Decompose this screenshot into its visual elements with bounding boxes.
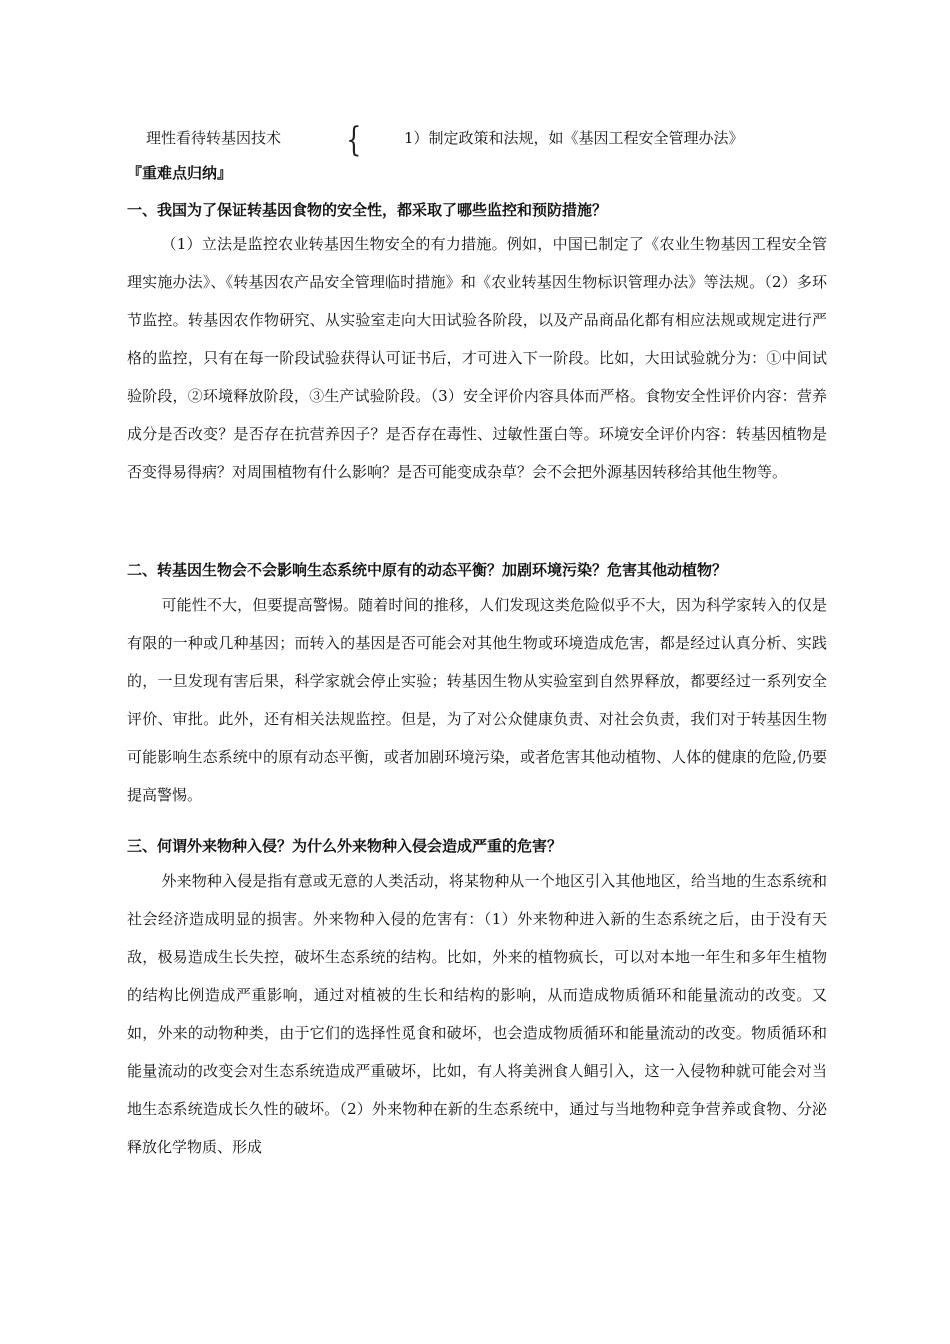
top-outline-row bbox=[0, 120, 950, 160]
brace-symbol: { bbox=[346, 120, 362, 160]
section-3-body: 外来物种入侵是指有意或无意的人类活动，将某物种从一个地区引入其他地区，给当地的生态系统和社会经济造成明显的损害。外来物种入侵的危害有：（1）外来物种进入新的生态系统之后，由于没有天敌，极易造成生长失控，破坏生态系统的结构。比如，外来的植物疯长，可以对本地一年生和多年生植物的结构比例造成严重影响，通过对植被的生长和结构的影响，从而造成物质循环和能量流动的改变。又如，外来的动物种类，由于它们的选择性觅食和破坏，也会造成物质循环和能量流动的改变。物质循环和能量流动的改变会对生态系统造成严重破坏，比如，有人将美洲食人鲳引入，这一入侵物种就可能会对当地生态系统造成长久性的破坏。（2）外来物种在新的生态系统中，通过与当地物种竞争营养或食物、分泌释放化学物质、形成 bbox=[127, 872, 827, 1156]
outline-item: 1）制定政策和法规，如《基因工程安全管理办法》 bbox=[404, 129, 744, 147]
section-2-body: 可能性不大，但要提高警惕。随着时间的推移，人们发现这类危险似乎不大，因为科学家转入的仅是有限的一种或几种基因；而转入的基因是否可能会对其他生物或环境造成危害，都是经过认真分析、实践的，一旦发现有害后果，科学家就会停止实验；转基因生物从实验室到自然界释放，都要经过一系列安全评价、审批。此外，还有相关法规监控。但是，为了对公众健康负责、对社会负责，我们对于转基因生物可能影响生态系统中的原有动态平衡，或者加剧环境污染，或者危害其他动植物、人体的健康的危险,仍要提高警惕。 bbox=[127, 596, 827, 804]
section-1-heading: 一、我国为了保证转基因食物的安全性，都采取了哪些监控和预防措施？ bbox=[127, 201, 608, 219]
outline-topic: 理性看待转基因技术 bbox=[146, 129, 282, 147]
section-2-heading: 二、转基因生物会不会影响生态系统中原有的动态平衡？加剧环境污染？危害其他动植物？ bbox=[127, 561, 728, 579]
section-3-heading: 三、何谓外来物种入侵？为什么外来物种入侵会造成严重的危害？ bbox=[127, 837, 563, 855]
section-1-body: （1）立法是监控农业转基因生物安全的有力措施。例如，中国已制定了《农业生物基因工程安全管理实施办法》、《转基因农产品安全管理临时措施》和《农业转基因生物标识管理办法》等法规。（2）多环节监控。转基因农作物研究、从实验室走向大田试验各阶段，以及产品商品化都有相应法规或规定进行严格的监控，只有在每一阶段试验获得认可证书后，才可进入下一阶段。比如，大田试验就分为：①中间试验阶段，②环境释放阶段，③生产试验阶段。（3）安全评价内容具体而严格。食物安全性评价内容：营养成分是否改变？是否存在抗营养因子？是否存在毒性、过敏性蛋白等。环境安全评价内容：转基因植物是否变得易得病？对周围植物有什么影响？是否可能变成杂草？会不会把外源基因转移给其他生物等。 bbox=[127, 235, 827, 481]
section-title: 『重难点归纳』 bbox=[127, 164, 233, 182]
